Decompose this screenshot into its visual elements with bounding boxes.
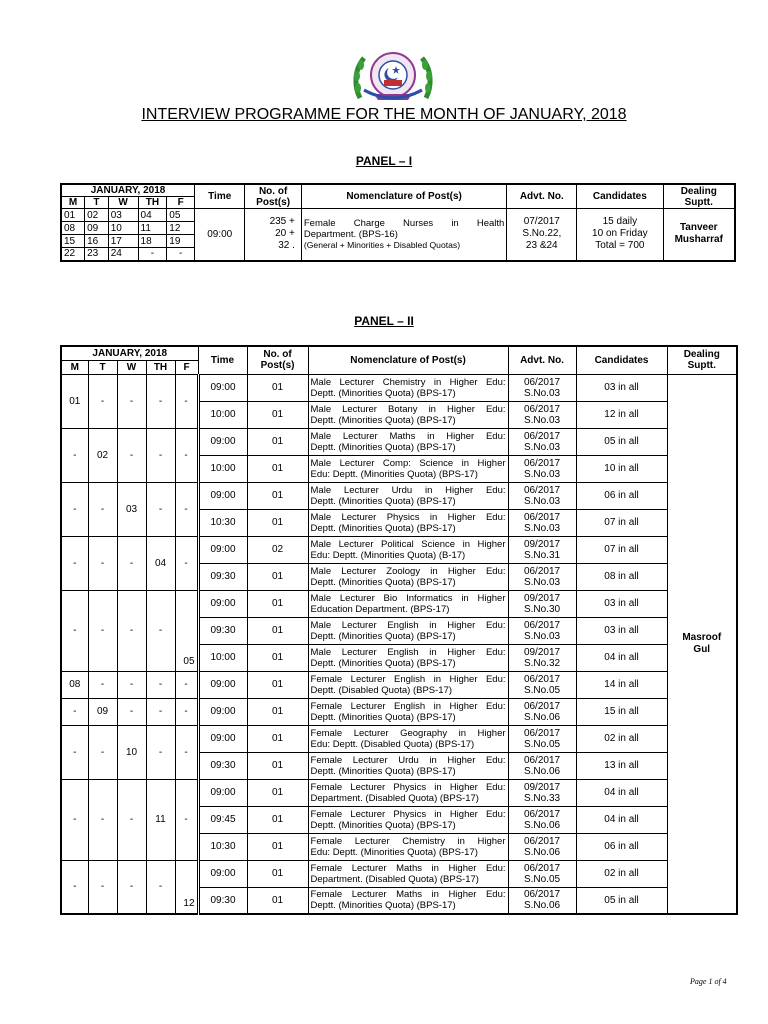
interview-time: 10:30 (198, 833, 247, 860)
calendar-day: - (117, 698, 146, 725)
calendar-day: - (175, 374, 198, 428)
calendar-day: - (175, 482, 198, 536)
posts-count: 01 (247, 428, 308, 455)
posts-count: 01 (247, 779, 308, 806)
post-nomenclature: Male Lecturer English in Higher Edu: Deptt. (Minorities Quota) (BPS-17) (308, 644, 508, 671)
advt-number: 06/2017 S.No.03 (508, 617, 576, 644)
post-nomenclature: Female Lecturer Physics in Higher Edu: Deptt. (Minorities Quota) (BPS-17) (308, 806, 508, 833)
candidates-count: 06 in all (576, 833, 667, 860)
calendar-day: 12 (167, 222, 195, 235)
candidates-count: 06 in all (576, 482, 667, 509)
post-nomenclature: Female Lecturer Physics in Higher Edu: Department. (Disabled Quota) (BPS-17) (308, 779, 508, 806)
posts-count: 01 (247, 833, 308, 860)
interview-time: 09:30 (198, 887, 247, 914)
candidates-count: 02 in all (576, 725, 667, 752)
calendar-day: - (146, 482, 175, 536)
candidates-count: 04 in all (576, 806, 667, 833)
posts-count: 01 (247, 374, 308, 401)
posts-count: 01 (247, 752, 308, 779)
advt-number: 09/2017 S.No.32 (508, 644, 576, 671)
calendar-day: - (61, 590, 88, 671)
advt-header: Advt. No. (507, 184, 577, 209)
panel-2-title: PANEL – II (354, 314, 414, 328)
candidates-count: 12 in all (576, 401, 667, 428)
calendar-day: - (61, 482, 88, 536)
advt-number: 06/2017 S.No.03 (508, 428, 576, 455)
post-nomenclature: Male Lecturer Physics in Higher Edu: Deptt. (Minorities Quota) (BPS-17) (308, 509, 508, 536)
calendar-day: - (61, 860, 88, 914)
calendar-day: 09 (88, 698, 117, 725)
calendar-day: 17 (108, 235, 138, 248)
calendar-day: - (61, 428, 88, 482)
posts-count: 02 (247, 536, 308, 563)
day-header: F (167, 197, 195, 209)
candidates-count: 05 in all (576, 887, 667, 914)
interview-time: 09:00 (198, 671, 247, 698)
post-nomenclature: Female Lecturer Geography in Higher Edu: Deptt. (Disabled Quota) (BPS-17) (308, 725, 508, 752)
table-row (61, 698, 737, 725)
advt-number: 06/2017 S.No.05 (508, 671, 576, 698)
candidates-count: 03 in all (576, 374, 667, 401)
dealing-header: Dealing Suptt. (667, 346, 737, 374)
advt-number: 06/2017 S.No.03 (508, 455, 576, 482)
calendar-day: - (88, 725, 117, 779)
post-nomenclature: Female Lecturer Chemistry in Higher Edu: Deptt. (Minorities Quota) (BPS-17) (308, 833, 508, 860)
calendar-day: - (175, 536, 198, 590)
interview-time: 09:45 (198, 806, 247, 833)
advt-number: 06/2017 S.No.05 (508, 860, 576, 887)
calendar-day: 01 (61, 374, 88, 428)
calendar-day: 15 (61, 235, 85, 248)
interview-time: 09:30 (198, 617, 247, 644)
calendar-day: 04 (138, 209, 167, 222)
calendar-day: - (88, 536, 117, 590)
interview-time: 09:00 (198, 374, 247, 401)
advt-number: 06/2017 S.No.06 (508, 752, 576, 779)
table-row (61, 779, 737, 806)
candidates-count: 10 in all (576, 455, 667, 482)
month-header: JANUARY, 2018 (61, 346, 198, 360)
post-nomenclature: Male Lecturer Political Science in Higher Edu: Deptt. (Minorities Quota) (B-17) (308, 536, 508, 563)
candidates-count: 08 in all (576, 563, 667, 590)
calendar-day: - (175, 779, 198, 860)
calendar-day: - (117, 860, 146, 914)
candidates-count: 15 in all (576, 698, 667, 725)
time-header: Time (198, 346, 247, 374)
day-header: T (88, 360, 117, 374)
calendar-day: - (146, 671, 175, 698)
posts-count: 01 (247, 563, 308, 590)
advt-number: 06/2017 S.No.06 (508, 887, 576, 914)
advt-number: 09/2017 S.No.33 (508, 779, 576, 806)
posts-count: 01 (247, 860, 308, 887)
calendar-day: 03 (117, 482, 146, 536)
advt-number: 06/2017 S.No.06 (508, 833, 576, 860)
panel-1-title: PANEL – I (355, 154, 413, 168)
interview-time: 10:30 (198, 509, 247, 536)
posts-count: 01 (247, 698, 308, 725)
day-header: F (175, 360, 198, 374)
panel-2-table (60, 345, 738, 915)
posts-count: 235 + 20 + 32 . (245, 209, 302, 261)
calendar-day: 02 (85, 209, 109, 222)
interview-time: 10:00 (198, 644, 247, 671)
calendar-day: - (88, 779, 117, 860)
interview-time: 09:00 (195, 209, 245, 261)
calendar-day: - (88, 671, 117, 698)
calendar-day: 03 (108, 209, 138, 222)
posts-count: 01 (247, 482, 308, 509)
candidates-count: 04 in all (576, 644, 667, 671)
calendar-day: - (146, 725, 175, 779)
interview-time: 09:00 (198, 482, 247, 509)
posts-header: No. of Post(s) (245, 184, 302, 209)
calendar-day: 12 (175, 860, 198, 914)
nomenclature-header: Nomenclature of Post(s) (301, 184, 506, 209)
calendar-day: - (117, 536, 146, 590)
table-row (61, 482, 737, 509)
advt-number: 06/2017 S.No.06 (508, 698, 576, 725)
calendar-day: 08 (61, 222, 85, 235)
panel-1-table (60, 183, 736, 262)
advt-number: 07/2017 S.No.22, 23 &24 (507, 209, 577, 261)
calendar-day: - (167, 248, 195, 261)
candidates-count: 14 in all (576, 671, 667, 698)
dealing-superintendent: Tanveer Musharraf (663, 209, 735, 261)
calendar-day: - (138, 248, 167, 261)
candidates-header: Candidates (577, 184, 663, 209)
calendar-day: 11 (138, 222, 167, 235)
table-row (61, 374, 737, 401)
advt-header: Advt. No. (508, 346, 576, 374)
interview-time: 10:00 (198, 455, 247, 482)
posts-count: 01 (247, 455, 308, 482)
calendar-day: 24 (108, 248, 138, 261)
calendar-day: 05 (175, 590, 198, 671)
calendar-day: - (117, 428, 146, 482)
table-row (61, 725, 737, 752)
candidates-count: 05 in all (576, 428, 667, 455)
calendar-day: 09 (85, 222, 109, 235)
calendar-day: 05 (167, 209, 195, 222)
table-row (61, 860, 737, 887)
calendar-day: 16 (85, 235, 109, 248)
interview-time: 09:00 (198, 590, 247, 617)
day-header: TH (146, 360, 175, 374)
calendar-day: - (117, 671, 146, 698)
calendar-day: - (117, 374, 146, 428)
post-nomenclature: Male Lecturer Urdu in Higher Edu: Deptt. (Minorities Quota) (BPS-17) (308, 482, 508, 509)
posts-count: 01 (247, 617, 308, 644)
post-nomenclature: Female Lecturer Maths in Higher Edu: Deptt. (Minorities Quota) (BPS-17) (308, 887, 508, 914)
calendar-day: - (61, 779, 88, 860)
post-nomenclature: Female Lecturer English in Higher Edu: Deptt. (Minorities Quota) (BPS-17) (308, 698, 508, 725)
post-nomenclature: Male Lecturer Botany in Higher Edu: Deptt. (Minorities Quota) (BPS-17) (308, 401, 508, 428)
advt-number: 06/2017 S.No.03 (508, 509, 576, 536)
page-number: Page 1 of 4 (690, 977, 727, 986)
candidates-count: 03 in all (576, 590, 667, 617)
calendar-day: 11 (146, 779, 175, 860)
posts-count: 01 (247, 590, 308, 617)
posts-count: 01 (247, 806, 308, 833)
posts-count: 01 (247, 401, 308, 428)
calendar-day: - (146, 590, 175, 671)
table-row (61, 671, 737, 698)
calendar-day: - (175, 671, 198, 698)
candidates-count: 07 in all (576, 536, 667, 563)
month-header: JANUARY, 2018 (61, 184, 195, 197)
advt-number: 06/2017 S.No.03 (508, 374, 576, 401)
interview-time: 09:00 (198, 779, 247, 806)
calendar-day: 02 (88, 428, 117, 482)
calendar-day: 01 (61, 209, 85, 222)
interview-time: 09:00 (198, 428, 247, 455)
day-header: TH (138, 197, 167, 209)
candidates-count: 03 in all (576, 617, 667, 644)
candidates-count: 15 daily 10 on Friday Total = 700 (577, 209, 663, 261)
post-nomenclature: Female Charge Nurses in Health Department. (BPS-16) (General + Minorities + Disabled Quotas) (301, 209, 506, 261)
calendar-day: - (88, 482, 117, 536)
advt-number: 06/2017 S.No.06 (508, 806, 576, 833)
interview-time: 09:30 (198, 563, 247, 590)
calendar-day: 23 (85, 248, 109, 261)
day-header: T (85, 197, 109, 209)
post-nomenclature: Male Lecturer Bio Informatics in Higher Education Department. (BPS-17) (308, 590, 508, 617)
candidates-count: 02 in all (576, 860, 667, 887)
advt-number: 06/2017 S.No.05 (508, 725, 576, 752)
advt-number: 09/2017 S.No.31 (508, 536, 576, 563)
post-nomenclature: Male Lecturer Maths in Higher Edu: Deptt. (Minorities Quota) (BPS-17) (308, 428, 508, 455)
advt-number: 06/2017 S.No.03 (508, 563, 576, 590)
calendar-day: - (146, 374, 175, 428)
nomenclature-header: Nomenclature of Post(s) (308, 346, 508, 374)
calendar-day: - (146, 428, 175, 482)
calendar-day: - (61, 698, 88, 725)
public-service-commission-logo (352, 50, 434, 104)
post-nomenclature: Female Lecturer Urdu in Higher Edu: Deptt. (Minorities Quota) (BPS-17) (308, 752, 508, 779)
calendar-day: - (117, 779, 146, 860)
posts-count: 01 (247, 725, 308, 752)
candidates-count: 07 in all (576, 509, 667, 536)
post-nomenclature: Female Lecturer English in Higher Edu: Deptt. (Disabled Quota) (BPS-17) (308, 671, 508, 698)
posts-count: 01 (247, 887, 308, 914)
calendar-day: - (88, 860, 117, 914)
calendar-day: - (146, 860, 175, 914)
calendar-day: 08 (61, 671, 88, 698)
interview-time: 09:00 (198, 725, 247, 752)
candidates-count: 13 in all (576, 752, 667, 779)
calendar-day: - (175, 698, 198, 725)
advt-number: 06/2017 S.No.03 (508, 401, 576, 428)
advt-number: 09/2017 S.No.30 (508, 590, 576, 617)
interview-time: 10:00 (198, 401, 247, 428)
post-nomenclature: Male Lecturer Zoology in Higher Edu: Deptt. (Minorities Quota) (BPS-17) (308, 563, 508, 590)
calendar-day: - (146, 698, 175, 725)
table-row (61, 428, 737, 455)
calendar-day: 19 (167, 235, 195, 248)
day-header: M (61, 360, 88, 374)
calendar-day: - (88, 374, 117, 428)
post-nomenclature: Male Lecturer Comp: Science in Higher Edu: Deptt. (Minorities Quota) (BPS-17) (308, 455, 508, 482)
post-nomenclature: Male Lecturer Chemistry in Higher Edu: Deptt. (Minorities Quota) (BPS-17) (308, 374, 508, 401)
posts-count: 01 (247, 644, 308, 671)
calendar-day: - (175, 725, 198, 779)
day-header: W (117, 360, 146, 374)
posts-count: 01 (247, 509, 308, 536)
interview-time: 09:00 (198, 536, 247, 563)
page-title: INTERVIEW PROGRAMME FOR THE MONTH OF JANUARY, 2018 (141, 106, 627, 123)
calendar-day: - (61, 725, 88, 779)
table-row (61, 536, 737, 563)
calendar-day: - (117, 590, 146, 671)
dealing-superintendent: Masroof Gul (667, 374, 737, 914)
advt-number: 06/2017 S.No.03 (508, 482, 576, 509)
interview-time: 09:00 (198, 698, 247, 725)
calendar-day: - (88, 590, 117, 671)
calendar-day: 22 (61, 248, 85, 261)
calendar-day: 04 (146, 536, 175, 590)
day-header: W (108, 197, 138, 209)
candidates-header: Candidates (576, 346, 667, 374)
dealing-header: Dealing Suptt. (663, 184, 735, 209)
day-header: M (61, 197, 85, 209)
post-nomenclature: Male Lecturer English in Higher Edu: Deptt. (Minorities Quota) (BPS-17) (308, 617, 508, 644)
candidates-count: 04 in all (576, 779, 667, 806)
posts-header: No. of Post(s) (247, 346, 308, 374)
posts-count: 01 (247, 671, 308, 698)
calendar-day: - (175, 428, 198, 482)
time-header: Time (195, 184, 245, 209)
calendar-day: - (61, 536, 88, 590)
table-row (61, 590, 737, 617)
interview-time: 09:30 (198, 752, 247, 779)
calendar-day: 10 (108, 222, 138, 235)
interview-time: 09:00 (198, 860, 247, 887)
calendar-day: 18 (138, 235, 167, 248)
post-nomenclature: Female Lecturer Maths in Higher Edu: Department. (Disabled Quota) (BPS-17) (308, 860, 508, 887)
calendar-day: 10 (117, 725, 146, 779)
